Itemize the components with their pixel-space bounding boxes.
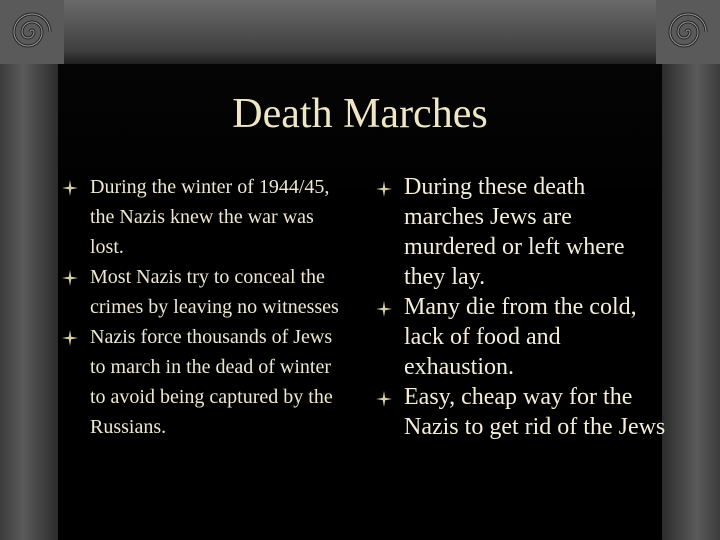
- capital-band: [0, 52, 720, 64]
- cross-star-bullet-icon: [376, 181, 392, 197]
- volute-right-icon: [656, 0, 720, 64]
- bullet-text: Nazis force thousands of Jews to march in the dead of winter to avoid being captured by the Russians.: [90, 326, 333, 438]
- bullet-text: Most Nazis try to conceal the crimes by leaving no witnesses: [90, 266, 339, 318]
- bullet-item: [62, 322, 342, 442]
- right-bullet-list: [376, 172, 666, 442]
- cross-star-bullet-icon: [62, 270, 78, 286]
- left-bullet-list: [62, 172, 342, 442]
- bullet-item: [376, 382, 666, 442]
- volute-left-icon: [0, 0, 64, 64]
- cross-star-bullet-icon: [62, 330, 78, 346]
- bullet-text: Easy, cheap way for the Nazis to get rid of the Jews: [404, 384, 666, 440]
- cross-star-bullet-icon: [62, 180, 78, 196]
- bullet-item: [376, 292, 666, 382]
- cross-star-bullet-icon: [376, 301, 392, 317]
- bullet-item: [62, 172, 342, 262]
- slide-title: Death Marches: [232, 91, 488, 137]
- cross-star-bullet-icon: [376, 391, 392, 407]
- column-capital-frame: [0, 0, 720, 64]
- bullet-text: During these death marches Jews are murdered or left where they lay.: [404, 174, 625, 290]
- bullet-item: [62, 262, 342, 322]
- bullet-text: During the winter of 1944/45, the Nazis knew the war was lost.: [90, 176, 330, 258]
- bullet-item: [376, 172, 666, 292]
- bullet-text: Many die from the cold, lack of food and exhaustion.: [404, 294, 637, 380]
